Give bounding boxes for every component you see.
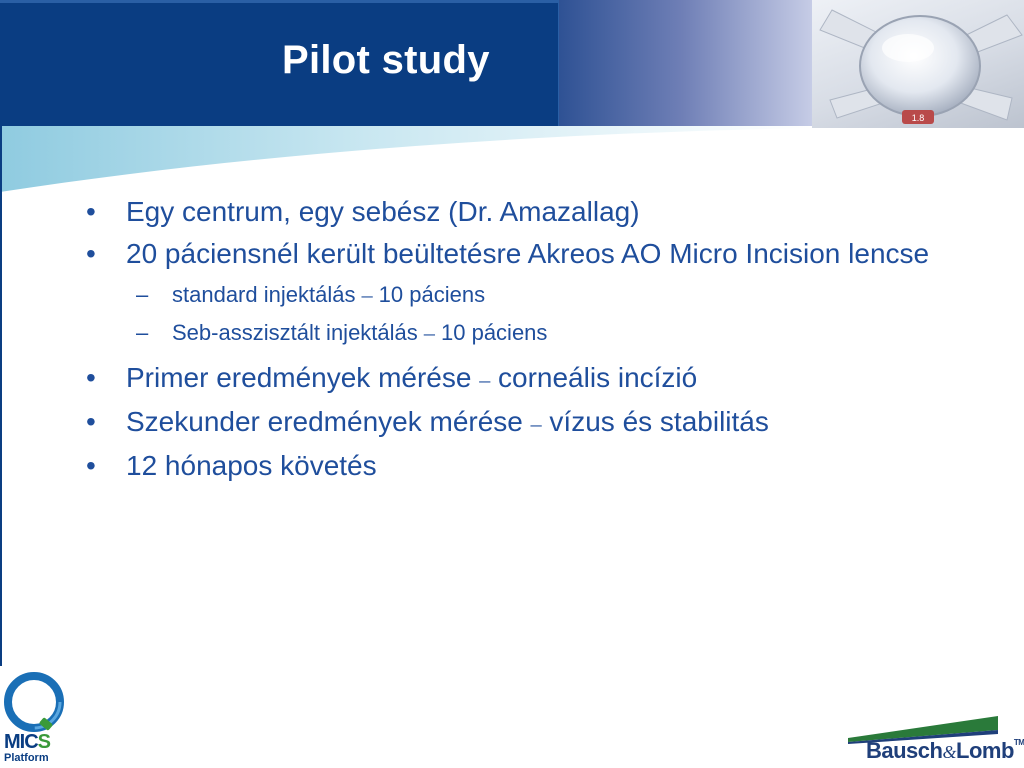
bullet-item bbox=[80, 234, 980, 352]
bullet-list bbox=[80, 192, 980, 486]
mics-logo-subtext: Platform bbox=[4, 752, 49, 764]
intraocular-lens-icon bbox=[812, 0, 1024, 128]
en-dash: – bbox=[423, 320, 435, 345]
bullet-text: Egy centrum, egy sebész (Dr. Amazallag) bbox=[126, 196, 640, 227]
sub-bullet-glyph: – bbox=[136, 282, 149, 307]
sub-bullet-glyph: – bbox=[136, 320, 149, 345]
bullet-item bbox=[80, 358, 980, 400]
bullet-glyph: • bbox=[86, 450, 96, 481]
bullet-glyph: • bbox=[86, 238, 96, 269]
mics-logo-text: MICS bbox=[4, 731, 51, 753]
header-top-line bbox=[0, 0, 558, 3]
en-dash: – bbox=[530, 411, 542, 436]
bullet-text-after: corneális incízió bbox=[490, 362, 698, 393]
bullet-item bbox=[80, 192, 980, 232]
bausch-lomb-text: Bausch&Lomb™ bbox=[866, 738, 1024, 763]
bullet-glyph: • bbox=[86, 196, 96, 227]
lens-image bbox=[812, 0, 1024, 128]
slide-title: Pilot study bbox=[282, 38, 490, 82]
bullet-item bbox=[80, 446, 980, 486]
bullet-text: 20 páciensnél került beültetésre Akreos AO Micro Incision lencse bbox=[126, 238, 930, 269]
left-rule bbox=[0, 126, 2, 666]
lens-label: 1.8 bbox=[911, 113, 925, 123]
en-dash: – bbox=[361, 282, 373, 307]
sub-bullet-item bbox=[126, 314, 980, 352]
en-dash: – bbox=[479, 367, 491, 392]
bullet-text-before: Primer eredmények mérése bbox=[126, 362, 480, 393]
content-area bbox=[80, 192, 980, 488]
bullet-text: 12 hónapos követés bbox=[126, 450, 377, 481]
bullet-text-after: vízus és stabilitás bbox=[541, 406, 769, 437]
sub-bullet-item bbox=[126, 276, 980, 314]
sub-bullet-text-after: 10 páciens bbox=[372, 282, 486, 307]
sub-bullet-text-after: 10 páciens bbox=[434, 320, 548, 345]
header-swoosh bbox=[0, 126, 812, 196]
bullet-text-before: Szekunder eredmények mérése bbox=[126, 406, 531, 437]
sub-bullet-list bbox=[126, 276, 980, 352]
bullet-item bbox=[80, 402, 980, 444]
bullet-glyph: • bbox=[86, 406, 96, 437]
bullet-glyph: • bbox=[86, 362, 96, 393]
sub-bullet-text-before: standard injektálás bbox=[172, 282, 362, 307]
sub-bullet-text-before: Seb-asszisztált injektálás bbox=[172, 320, 424, 345]
